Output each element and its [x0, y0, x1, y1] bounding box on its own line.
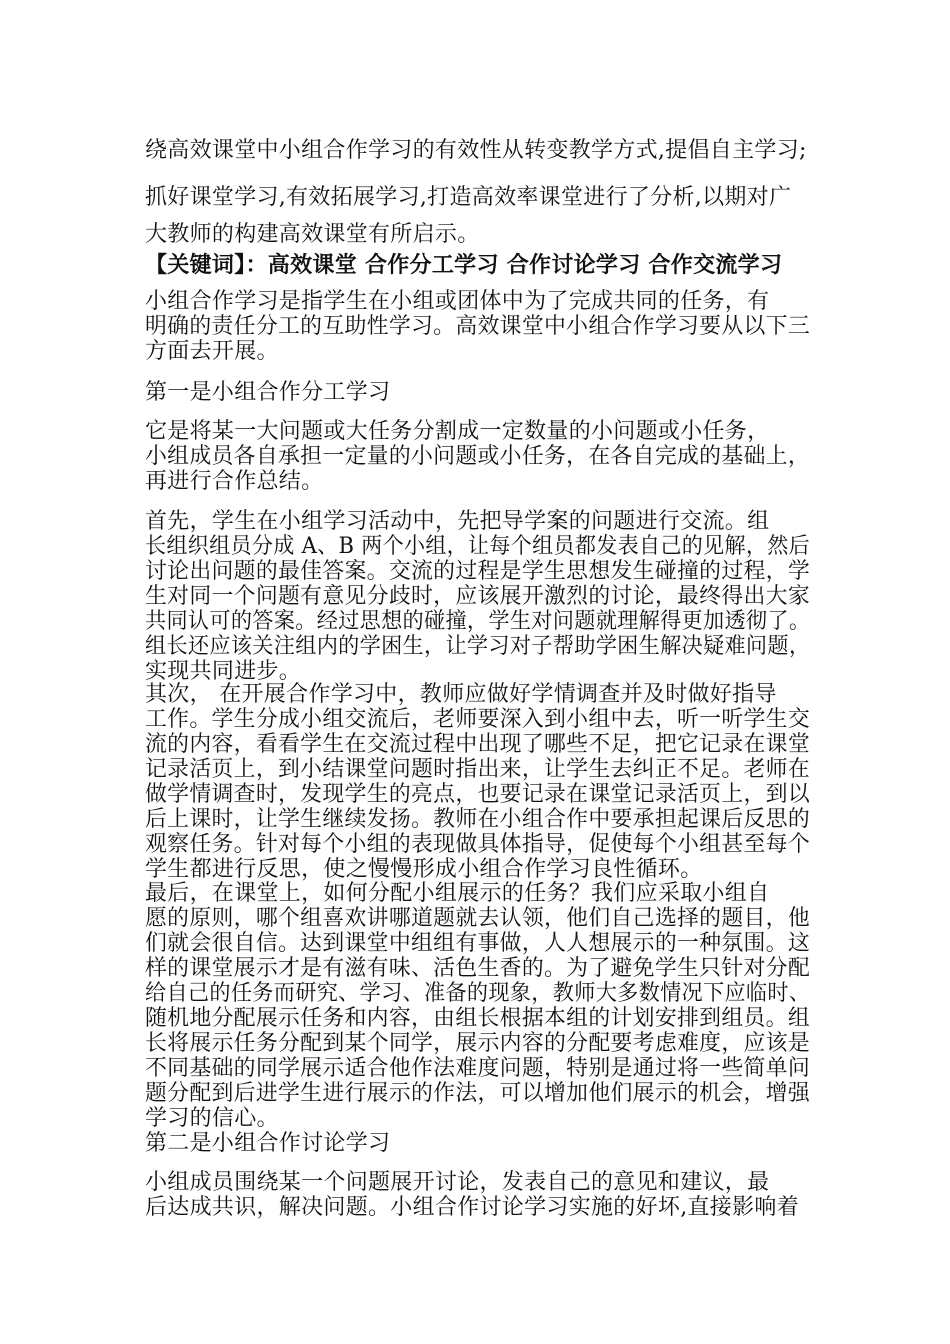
text-line: 不同基础的同学展示适合他作法难度问题，特别是通过将一些简单问: [145, 1056, 811, 1081]
text-line: 样的课堂展示才是有滋有味、活色生香的。为了避免学生只针对分配: [145, 956, 811, 981]
text-line: 们就会很自信。达到课堂中组组有事做，人人想展示的一种氛围。这: [145, 931, 811, 956]
text-line: 工作。学生分成小组交流后，老师要深入到小组中去，听一听学生交: [145, 707, 811, 732]
text-line: 实现共同进步。: [145, 659, 302, 684]
text-line: 小组合作学习是指学生在小组或团体中为了完成共同的任务，有: [145, 289, 770, 314]
text-line: 大教师的构建高效课堂有所启示。: [145, 222, 480, 247]
text-line: 绕高效课堂中小组合作学习的有效性从转变教学方式,提倡自主学习;: [145, 138, 807, 163]
text-line: 观察任务。针对每个小组的表现做具体指导，促使每个小组甚至每个: [145, 832, 811, 857]
text-line: 生对同一个问题有意见分歧时，应该展开激烈的讨论，最终得出大家: [145, 584, 811, 609]
text-line: 讨论出问题的最佳答案。交流的过程是学生思想发生碰撞的过程，学: [145, 559, 811, 584]
text-line: 方面去开展。: [145, 339, 279, 364]
text-line: 记录活页上，到小结课堂问题时指出来，让学生去纠正不足。老师在: [145, 757, 811, 782]
text-line: 学生都进行反思，使之慢慢形成小组合作学习良性循环。: [145, 857, 703, 882]
text-line: 流的内容，看看学生在交流过程中出现了哪些不足，把它记录在课堂: [145, 732, 811, 757]
text-line: 学习的信心。: [145, 1106, 279, 1131]
section-heading: 第一是小组合作分工学习: [145, 380, 391, 405]
text-line: 明确的责任分工的互助性学习。高效课堂中小组合作学习要从以下三: [145, 314, 811, 339]
text-line: 共同认可的答案。经过思想的碰撞，学生对问题就理解得更加透彻了。: [145, 609, 811, 634]
text-line: 给自己的任务而研究、学习、准备的现象，教师大多数情况下应临时、: [145, 981, 811, 1006]
text-line: 后达成共识，解决问题。小组合作讨论学习实施的好坏,直接影响着: [145, 1195, 799, 1220]
text-line: 做学情调查时，发现学生的亮点，也要记录在课堂记录活页上，到以: [145, 782, 811, 807]
text-line: 抓好课堂学习,有效拓展学习,打造高效率课堂进行了分析,以期对广: [145, 185, 792, 210]
text-line: 后上课时，让学生继续发扬。教师在小组合作中要承担起课后反思的: [145, 807, 811, 832]
text-line: 长将展示任务分配到某个同学，展示内容的分配要考虑难度，应该是: [145, 1031, 811, 1056]
text-line: 组长还应该关注组内的学困生，让学习对子帮助学困生解决疑难问题，: [145, 634, 811, 659]
section-heading: 第二是小组合作讨论学习: [145, 1131, 391, 1156]
text-line: 它是将某一大问题或大任务分割成一定数量的小问题或小任务，: [145, 419, 770, 444]
text-line: 首先，学生在小组学习活动中，先把导学案的问题进行交流。组: [145, 509, 770, 534]
text-line: 题分配到后进学生进行展示的作法，可以增加他们展示的机会，增强: [145, 1081, 811, 1106]
text-line: 愿的原则，哪个组喜欢讲哪道题就去认领，他们自己选择的题目，他: [145, 906, 811, 931]
text-line: 长组织组员分成 A、B 两个小组，让每个组员都发表自己的见解，然后: [145, 534, 810, 559]
text-line: 小组成员围绕某一个问题展开讨论，发表自己的意见和建议，最: [145, 1170, 770, 1195]
text-line: 再进行合作总结。: [145, 469, 324, 494]
text-line: 随机地分配展示任务和内容，由组长根据本组的计划安排到组员。组: [145, 1006, 811, 1031]
keywords-line: 【关键词】：高效课堂 合作分工学习 合作讨论学习 合作交流学习: [145, 252, 783, 278]
text-line: 其次， 在开展合作学习中，教师应做好学情调查并及时做好指导: [145, 682, 777, 707]
text-line: 小组成员各自承担一定量的小问题或小任务，在各自完成的基础上，: [145, 444, 811, 469]
text-line: 最后，在课堂上，如何分配小组展示的任务？我们应采取小组自: [145, 881, 770, 906]
